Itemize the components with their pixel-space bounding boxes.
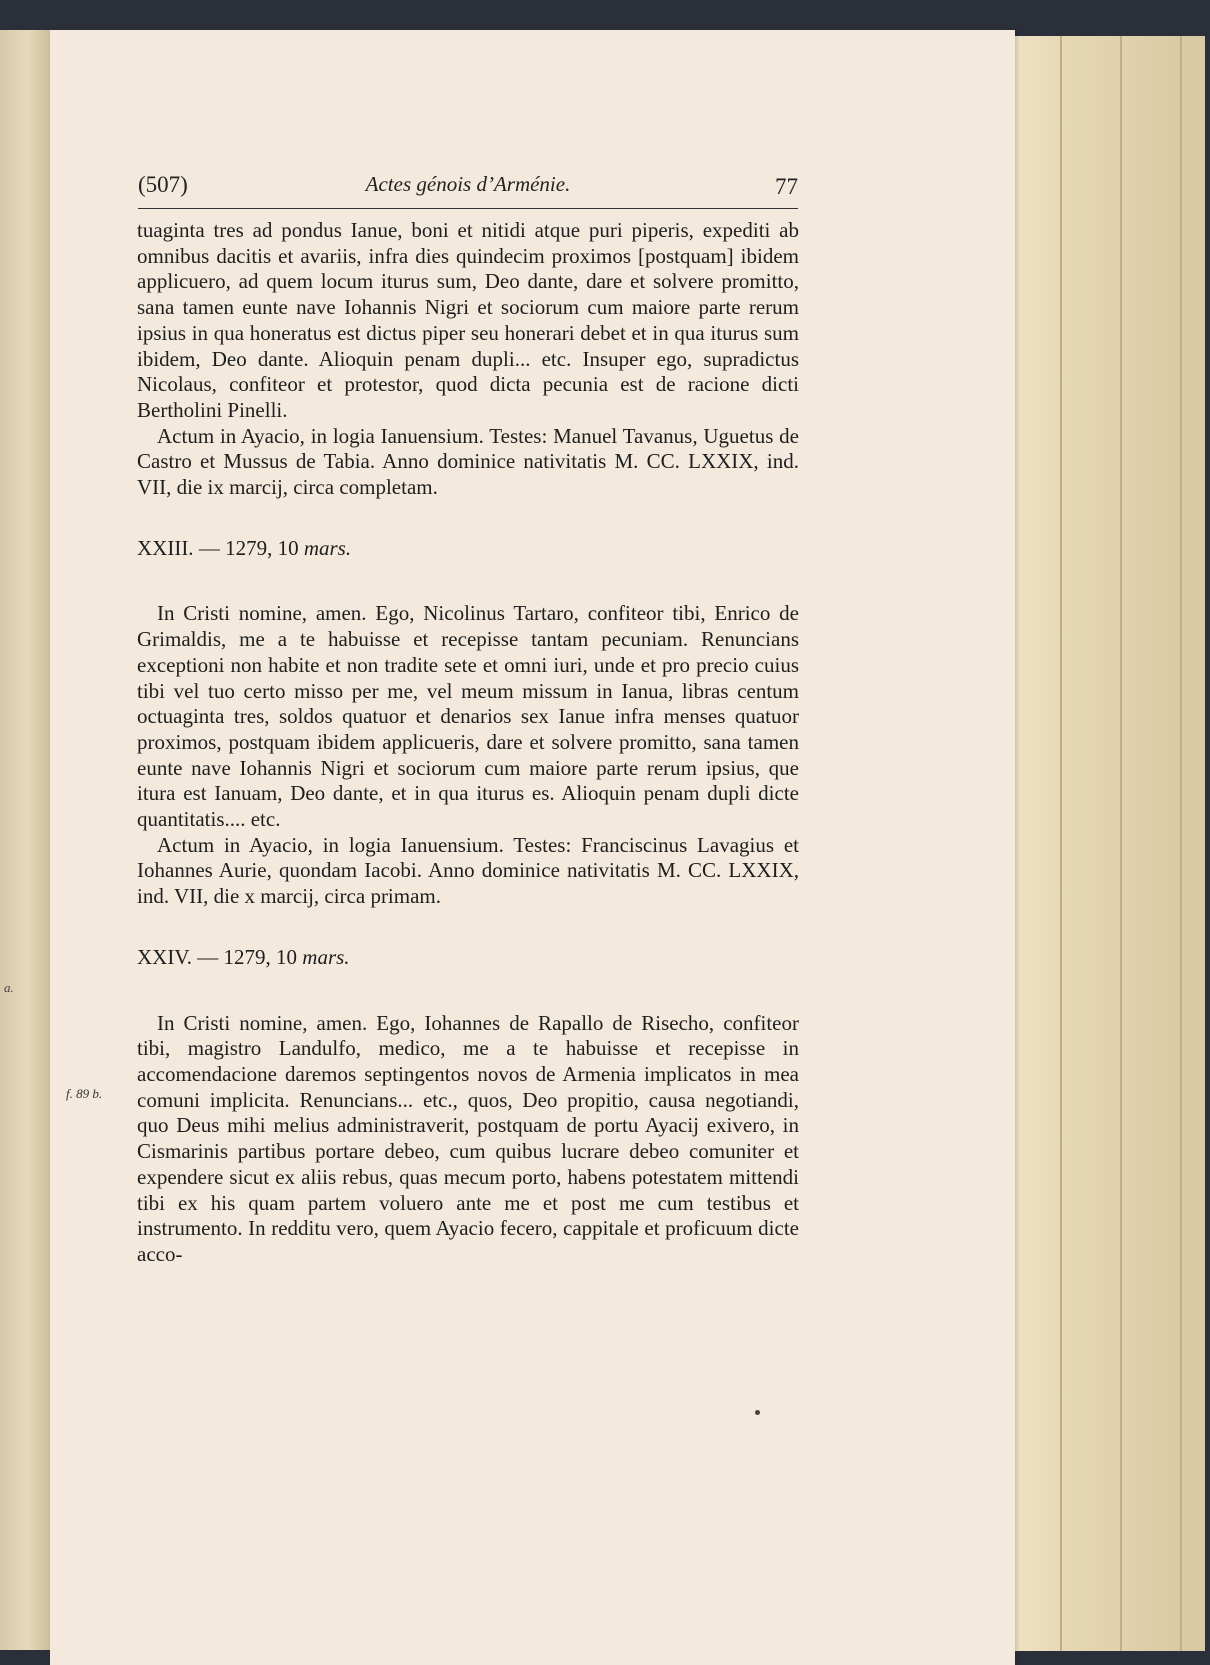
section-day: 10 [277, 535, 299, 560]
running-title: Actes génois d’Arménie. [365, 172, 571, 196]
paragraph: In Cristi nomine, amen. Ego, Iohannes de Rapallo de Risecho, confiteor tibi, magistro Landulfo, medico, me a te habuisse et recepisse in accomendacione daremos septingentos novos de Armenia implicatos in mea comuni implicita. Renuncians... etc., quos, Deo propitio, causa negotiandi, quo Deus mihi melius administraverit, postquam de portu Ayacij exivero, in Cismarinis partibus portare debeo, cum quibus lucrare debeo comuniter et expendere sicut ex aliis rebus, quas mecum porto, habens potestatem mittendi tibi ex his quam partem voluero ante me et post me cum testibus et instrumento. In redditu vero, quem Ayacio fecero, cappitale et proficuum dicte acco- [137, 1010, 799, 1266]
section-month: mars. [303, 535, 352, 560]
ink-speck [755, 1410, 760, 1415]
paragraph: Actum in Ayacio, in logia Ianuensium. Testes: Franciscinus Lavagius et Iohannes Aurie, quondam Iacobi. Anno dominice nativitatis M. CC. LXXIX, ind. VII, die x marcij, circa primam. [137, 832, 799, 909]
running-header [138, 168, 798, 208]
paragraph: tuaginta tres ad pondus Ianue, boni et nitidi atque puri piperis, expediti ab omnibus dacitis et avariis, infra dies quindecim proximos [postquam] ibidem applicuero, ad quem locum iturus sum, Deo dante, dare et solvere promitto, sana tamen eunte nave Iohannis Nigri et sociorum cum maiore parte rerum ipsius in qua honeratus est dictus piper seu honerari debet et in qua iturus sum ibidem, Deo dante. Alioquin penam dupli... etc. Insuper ego, supradictus Nicolaus, confiteor et protestor, quod dicta pecunia est de racione dicti Bertholini Pinelli. [137, 218, 799, 422]
section-number: XXIV. [137, 944, 193, 969]
header-rule [138, 208, 798, 209]
page-stack-edge [1180, 36, 1182, 1651]
section-title: XXIII. — 1279, 10 mars. [137, 535, 352, 560]
page-stack [1010, 36, 1205, 1651]
page-stack-edge [1120, 36, 1122, 1651]
section-number: XXIII. [137, 535, 194, 560]
section-month: mars. [302, 944, 350, 969]
page-number-left: (507) [138, 172, 188, 197]
left-page-edge [0, 30, 52, 1650]
paragraph: In Cristi nomine, amen. Ego, Nicolinus Tartaro, confiteor tibi, Enrico de Grimaldis, me a te habuisse et recepisse tantam pecuniam. Renuncians exceptioni non habite et non tradite sete et omni iuri, unde et pro precio cuius tibi vel tuo certo misso per me, vel meum missum in Ianua, libras centum octuaginta tres, soldos quatuor et denarios sex Ianue infra menses quatuor proximos, postquam ibidem applicueris, dare et solvere promitto, sana tamen eunte nave Iohannis Nigri et sociorum cum maiore parte rerum ipsius, que itura est Ianuam, Deo dante, et in qua iturus es. Alioquin penam dupli dicte quantitatis.... etc. [137, 601, 799, 832]
paragraph: Actum in Ayacio, in logia Ianuensium. Testes: Manuel Tavanus, Uguetus de Castro et Mussus de Tabia. Anno dominice nativitatis M. CC. LXXIX, ind. VII, die ix marcij, circa completam. [137, 423, 799, 500]
main-text [137, 218, 799, 1268]
folio-margin-note: f. 89 b. [66, 1086, 103, 1101]
section-date: 1279, [223, 944, 271, 969]
page-number-right: 77 [775, 174, 798, 199]
section-title: XXIV. — 1279, 10 mars. [137, 944, 350, 969]
page-stack-edge [1060, 36, 1062, 1651]
section-date: 1279, [225, 535, 273, 560]
left-margin-note: a. [4, 980, 14, 995]
section-day: 10 [276, 944, 298, 969]
